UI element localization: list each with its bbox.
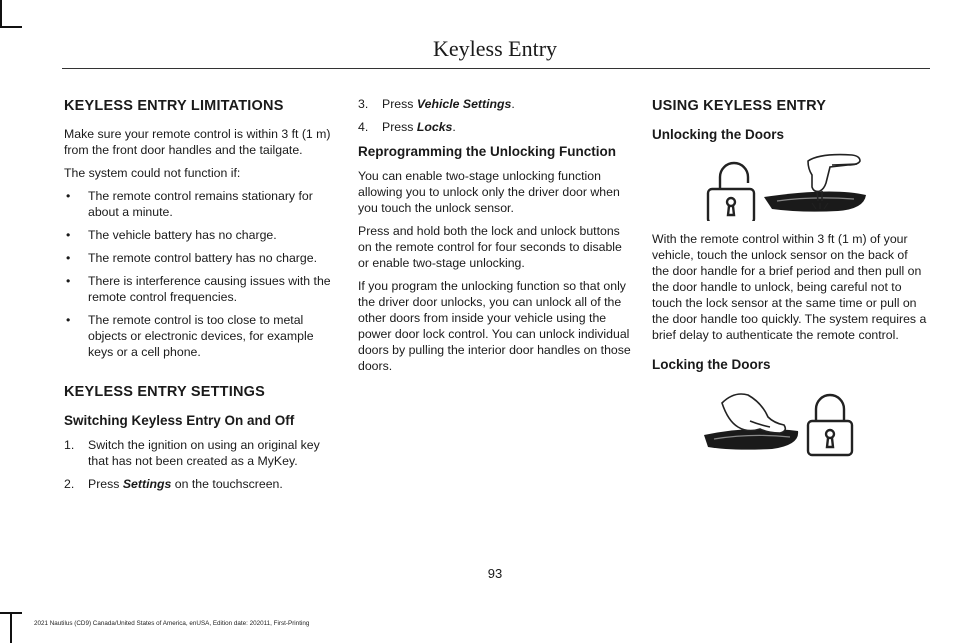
step-text-post: . [452, 120, 456, 134]
bullet-marker: • [66, 251, 71, 265]
list-item-text: The vehicle battery has no charge. [88, 228, 277, 242]
door-handle-icon [764, 191, 866, 211]
subheading-locking: Locking the Doors [652, 357, 771, 372]
list-item-text: The remote control battery has no charge. [88, 251, 317, 265]
step-text-pre: Press [88, 477, 123, 491]
lock-illustration [652, 381, 928, 457]
paragraph-press-hold: Press and hold both the lock and unlock buttons on the remote control for four seconds to disable or enable two-stage unlocking. [358, 224, 622, 270]
hand-icon [722, 394, 785, 433]
crop-mark [10, 612, 12, 643]
bullet-marker: • [66, 228, 71, 242]
paragraph-within-range: Make sure your remote control is within 3 ft (1 m) from the front door handles and the tailgate. [64, 127, 331, 157]
step-item [358, 119, 634, 135]
step-emphasis: Locks [416, 120, 453, 134]
bullet-marker: • [66, 313, 71, 327]
list-item [64, 250, 340, 266]
list-item-text: The remote control remains stationary for about a minute. [88, 189, 313, 219]
column-right [652, 96, 928, 467]
subheading-reprogramming: Reprogramming the Unlocking Function [358, 144, 617, 159]
step-text-pre: Press [382, 97, 417, 111]
limitations-list [64, 188, 340, 360]
paragraph-two-stage: You can enable two-stage unlocking function allowing you to unlock only the driver door when you touch the unlock sensor. [358, 169, 620, 215]
list-item [64, 188, 340, 220]
step-emphasis: Settings [122, 477, 172, 491]
step-text-post: on the touchscreen. [171, 477, 283, 491]
step-text-pre: Press [382, 120, 417, 134]
list-item-text: There is interference causing issues with the remote control frequencies. [88, 274, 331, 304]
edition-footer: 2021 Nautilus (CD9) Canada/United States of America, enUSA, Edition date: 202011, First-Printing [34, 620, 310, 627]
bullet-marker: • [66, 274, 71, 288]
steps-list [64, 437, 340, 492]
step-emphasis: Vehicle Settings [416, 97, 512, 111]
page-number: 93 [487, 566, 503, 581]
column-left [64, 96, 340, 500]
crop-mark [0, 26, 22, 28]
lock-padlock-icon [808, 395, 852, 455]
subheading-unlocking: Unlocking the Doors [652, 127, 785, 142]
paragraph-could-not-function: The system could not function if: [64, 166, 241, 180]
step-number: 1. [64, 438, 75, 452]
page-title: Keyless Entry [432, 36, 558, 61]
step-number: 4. [358, 120, 369, 134]
column-middle [358, 96, 634, 381]
step-item [358, 96, 634, 112]
step-item [64, 476, 340, 492]
step-text-post: . [511, 97, 515, 111]
subheading-switching: Switching Keyless Entry On and Off [64, 413, 295, 428]
unlock-illustration [652, 151, 928, 221]
header-rule [62, 68, 930, 69]
step-item [64, 437, 340, 469]
step-number: 2. [64, 477, 75, 491]
step-number: 3. [358, 97, 369, 111]
section-heading-limitations: KEYLESS ENTRY LIMITATIONS [64, 98, 284, 114]
steps-list-continued [358, 96, 634, 135]
step-text: Switch the ignition on using an original key that has not been created as a MyKey. [88, 438, 320, 468]
list-item [64, 312, 340, 360]
bullet-marker: • [66, 189, 71, 203]
paragraph-program-driver: If you program the unlocking function so that only the driver door unlocks, you can unlock all of the other doors from inside your vehicle using the power door lock control. You can unlock individual doors by pulling the interior door handles on those doors. [358, 279, 631, 373]
list-item-text: The remote control is too close to metal objects or electronic devices, for example keys or a cell phone. [88, 313, 314, 359]
section-heading-settings: KEYLESS ENTRY SETTINGS [64, 384, 265, 400]
list-item [64, 273, 340, 305]
crop-mark [0, 0, 2, 28]
unlock-padlock-icon [708, 163, 754, 221]
list-item [64, 227, 340, 243]
paragraph-unlock-instructions: With the remote control within 3 ft (1 m) of your vehicle, touch the unlock sensor on the back of the door handle for a brief period and then pull on the door handle to unlock, being careful not to touch the lock sensor at the same time or pull on the door handle too quickly. The system requires a brief delay to authenticate the remote control. [652, 232, 927, 342]
section-heading-using: USING KEYLESS ENTRY [652, 98, 827, 114]
